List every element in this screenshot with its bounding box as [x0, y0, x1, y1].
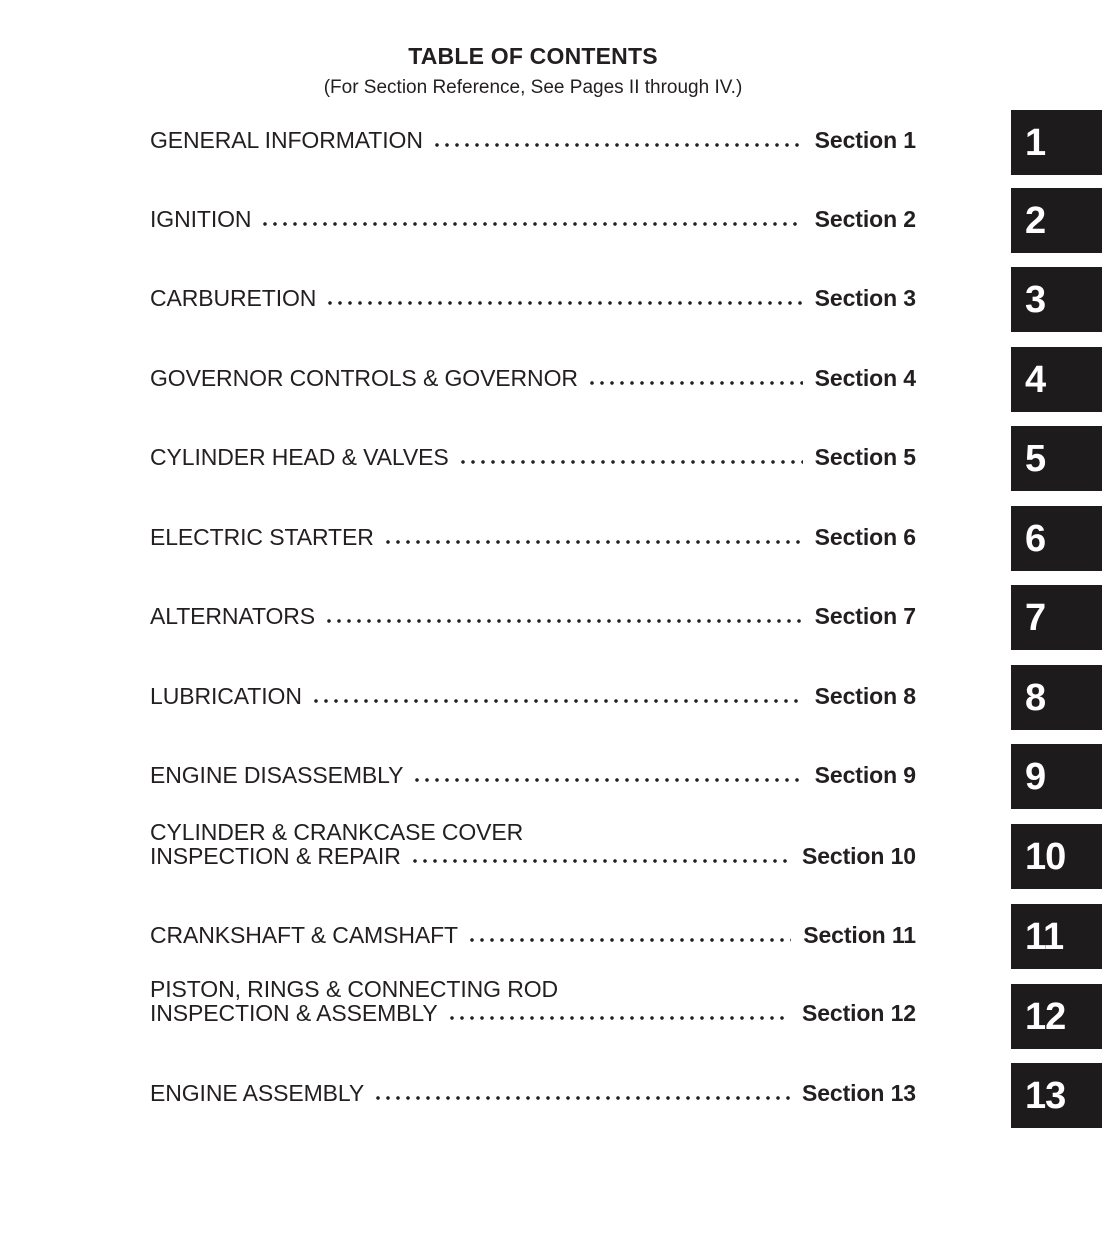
- toc-entry-section: Section 1: [814, 127, 916, 153]
- section-tab-9: [1011, 744, 1102, 809]
- section-tab-number: 9: [1025, 755, 1046, 798]
- dot-leader: [376, 1096, 790, 1100]
- toc-entry-section: Section 6: [814, 524, 916, 550]
- section-tab-number: 7: [1025, 596, 1046, 639]
- dot-leader: [450, 1016, 790, 1020]
- toc-entry-section: Section 12: [801, 1000, 916, 1026]
- section-tab-3: [1011, 267, 1102, 332]
- section-tab-number: 8: [1025, 676, 1046, 719]
- toc-entry-title: ENGINE ASSEMBLY: [150, 1080, 365, 1106]
- section-tab-7: [1011, 585, 1102, 650]
- toc-entry-title: GOVERNOR CONTROLS & GOVERNOR: [150, 365, 578, 391]
- section-tab-number: 1: [1025, 121, 1046, 164]
- section-tab-12: [1011, 984, 1102, 1049]
- section-tab-6: [1011, 506, 1102, 571]
- toc-row: [150, 684, 916, 708]
- toc-entry-title: INSPECTION & ASSEMBLY: [150, 1000, 438, 1026]
- dot-leader: [590, 381, 803, 385]
- toc-entry-title-line1: CYLINDER & CRANKCASE COVER: [150, 819, 524, 845]
- dot-leader: [413, 859, 790, 863]
- page-subtitle: (For Section Reference, See Pages II through IV.): [323, 77, 743, 98]
- section-tab-8: [1011, 665, 1102, 730]
- section-tab-number: 5: [1025, 437, 1046, 480]
- dot-leader: [470, 938, 791, 942]
- toc-entry-section: Section 11: [803, 922, 916, 948]
- dot-leader: [314, 699, 803, 703]
- toc-entry-title: IGNITION: [150, 206, 252, 232]
- toc-row: [150, 525, 916, 549]
- section-tab-1: [1011, 110, 1102, 175]
- toc-entry-title: CYLINDER HEAD & VALVES: [150, 444, 449, 470]
- toc-entry-title: GENERAL INFORMATION: [150, 127, 423, 153]
- section-tab-number: 10: [1025, 835, 1066, 878]
- section-tab-number: 2: [1025, 199, 1046, 242]
- toc-entry-title: LUBRICATION: [150, 683, 302, 709]
- toc-entry-section: Section 2: [814, 206, 916, 232]
- page-header: [150, 42, 916, 100]
- section-tab-11: [1011, 904, 1102, 969]
- toc-entry-title-line1: PISTON, RINGS & CONNECTING ROD: [150, 976, 559, 1002]
- toc-row: [150, 977, 916, 1025]
- toc-entry-section: Section 5: [814, 444, 916, 470]
- toc-entry-title: ENGINE DISASSEMBLY: [150, 762, 404, 788]
- section-tab-number: 13: [1025, 1074, 1066, 1117]
- toc-row: [150, 207, 916, 231]
- toc-row: [150, 763, 916, 787]
- toc-entry-title: ELECTRIC STARTER: [150, 524, 374, 550]
- section-tab-4: [1011, 347, 1102, 412]
- section-tab-2: [1011, 188, 1102, 253]
- toc-row: [150, 286, 916, 310]
- section-tab-number: 11: [1025, 915, 1064, 958]
- dot-leader: [328, 301, 802, 305]
- toc-entry-section: Section 9: [814, 762, 916, 788]
- section-tab-5: [1011, 426, 1102, 491]
- toc-entry-title: CRANKSHAFT & CAMSHAFT: [150, 922, 459, 948]
- toc-entry-section: Section 8: [814, 683, 916, 709]
- dot-leader: [435, 143, 803, 147]
- toc-entry-section: Section 4: [814, 365, 916, 391]
- section-tab-number: 4: [1025, 358, 1046, 401]
- dot-leader: [461, 460, 803, 464]
- toc-entry-section: Section 10: [801, 843, 916, 869]
- page-title: TABLE OF CONTENTS: [408, 43, 658, 69]
- toc-entry-title: ALTERNATORS: [150, 603, 316, 629]
- dot-leader: [327, 619, 803, 623]
- toc-entry-section: Section 7: [814, 603, 916, 629]
- toc-row: [150, 445, 916, 469]
- toc-entry-section: Section 13: [801, 1080, 916, 1106]
- toc-entry-section: Section 3: [814, 285, 916, 311]
- toc-row: [150, 128, 916, 152]
- section-tab-number: 3: [1025, 278, 1046, 321]
- toc-row: [150, 820, 916, 868]
- section-tab-13: [1011, 1063, 1102, 1128]
- toc-entry-title: INSPECTION & REPAIR: [150, 843, 401, 869]
- section-tab-number: 12: [1025, 995, 1066, 1038]
- dot-leader: [263, 222, 802, 226]
- section-tab-10: [1011, 824, 1102, 889]
- section-tab-number: 6: [1025, 517, 1046, 560]
- toc-entry-title: CARBURETION: [150, 285, 317, 311]
- toc-row: [150, 366, 916, 390]
- toc-row: [150, 923, 916, 947]
- dot-leader: [386, 540, 803, 544]
- dot-leader: [415, 778, 802, 782]
- toc-row: [150, 1081, 916, 1105]
- toc-row: [150, 604, 916, 628]
